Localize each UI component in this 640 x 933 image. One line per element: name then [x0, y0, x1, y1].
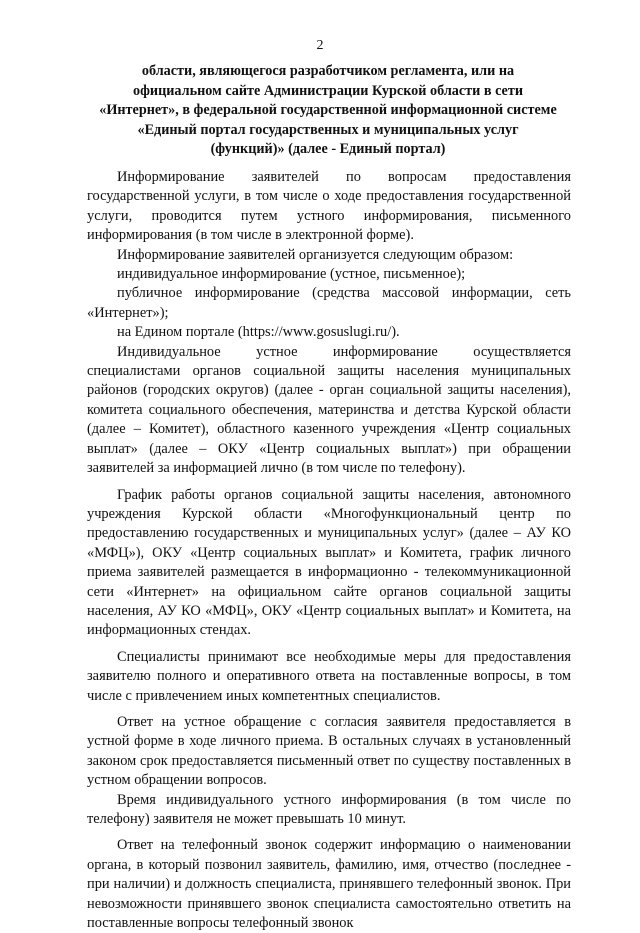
paragraph: публичное информирование (средства массовой информации, сеть «Интернет»); [87, 285, 571, 321]
page-number: 2 [316, 38, 324, 53]
heading-line: (функций)» (далее - Единый портал) [210, 141, 446, 157]
paragraph: Информирование заявителей по вопросам предоставления государственной услуги, в том числе о ходе предоставления государственной услуги, проводится путем устного информирования, письменного информирования (в том числе в электронной форме). [87, 169, 571, 244]
body-text [87, 168, 571, 933]
heading-line: «Единый портал государственных и муниципальных услуг [137, 121, 519, 138]
section-heading [88, 62, 568, 160]
heading-line: «Интернет», в федеральной государственной информационной системе [99, 102, 557, 118]
paragraph: Специалисты принимают все необходимые меры для предоставления заявителю полного и оперативного ответа на поставленные вопросы, в том числе с привлечением иных компетентных специалистов. [87, 648, 571, 704]
paragraph: Ответ на устное обращение с согласия заявителя предоставляется в устной форме в ходе личного приема. В остальных случаях в установленный законом срок предоставляется письменный ответ по существу поставленных в устном обращении вопросов. [87, 713, 571, 789]
paragraph: Индивидуальное устное информирование осуществляется специалистами органов социальной защиты населения муниципальных районов (городских округов) (далее - орган социальной защиты населения), комитета социального обеспечения, материнства и детства Курской области (далее – Комитет), областного казенного учреждения «Центр социальных выплат» (далее – ОКУ «Центр социальных выплат») при обращении заявителей за информацией лично (в том числе по телефону). [87, 343, 571, 477]
paragraph: Ответ на телефонный звонок содержит информацию о наименовании органа, в который позвонил заявитель, фамилию, имя, отчество (последнее - при наличии) и должность специалиста, принявшего телефонный звонок. При невозможности принявшего звонок специалиста самостоятельно ответить на поставленные вопросы телефонный звонок [87, 837, 571, 932]
paragraph: Время индивидуального устного информирования (в том числе по телефону) заявителя не может превышать 10 минут. [87, 791, 571, 827]
paragraph: на Едином портале (https://www.gosuslugi.ru/). [117, 324, 400, 341]
paragraph: График работы органов социальной защиты населения, автономного учреждения Курской области «Многофункциональный центр по предоставлению государственных и муниципальных услуг» (далее – АУ КО «МФЦ»), ОКУ «Центр социальных выплат» и Комитета, график личного приема заявителей размещается в информационно - телекоммуникационной сети «Интернет» на официальном сайте органов социальной защиты населения, АУ КО «МФЦ», ОКУ «Центр социальных выплат» и Комитета, на информационных стендах. [87, 486, 571, 639]
paragraph: Информирование заявителей организуется следующим образом: [117, 246, 514, 263]
heading-line: официальном сайте Администрации Курской области в сети [133, 82, 523, 99]
heading-line: области, являющегося разработчиком регламента, или на [141, 63, 515, 79]
paragraph: индивидуальное информирование (устное, письменное); [117, 266, 466, 283]
